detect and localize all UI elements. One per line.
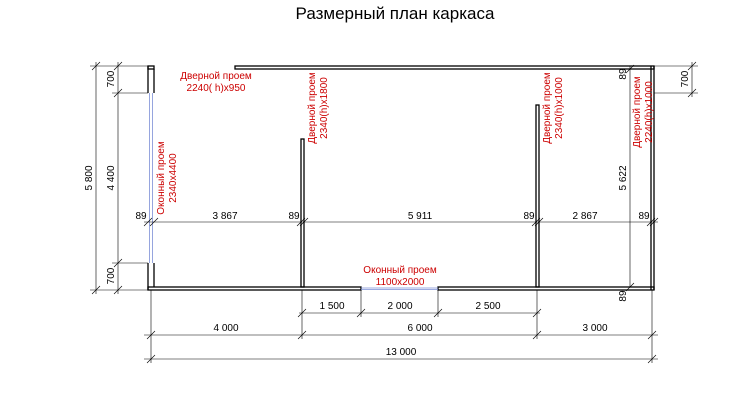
dim-wall-c: 89 [523,211,535,222]
window-bottom-label-line2: 1100x2000 [375,277,425,288]
dim-room-2: 5 911 [407,211,433,222]
dim-axis-3: 3 000 [582,323,608,334]
partition-2 [536,105,539,287]
dim-bottom-seg-1: 1 500 [319,301,345,312]
dim-axis-2: 6 000 [407,323,433,334]
window-left-label-line1: Оконный проем [156,141,167,215]
bottom-window [361,288,438,290]
dimension-lines [90,62,698,363]
partition-1 [301,139,304,287]
dim-room-1: 3 867 [212,211,238,222]
dim-room-3: 2 867 [572,211,598,222]
inner-partitions [301,105,539,287]
door-4-label-line1: Дверной проем [632,76,643,148]
door-3-label-line2: 2340(h)x1000 [554,77,565,139]
bottom-wall-right [438,287,654,290]
door-1-label-line2: 2240( h)x950 [186,83,246,94]
door-2-label-line2: 2340(h)x1800 [319,77,330,139]
dim-wall-bottom: 89 [618,290,629,302]
door-4-label-line2: 2240(h)x1000 [644,81,655,143]
dimension-labels [84,68,691,358]
door-2-label-line1: Дверной проем [307,72,318,144]
window-bottom-label-line1: Оконный проем [363,265,437,276]
dim-right-top: 700 [680,70,691,88]
bottom-wall-left [148,287,361,290]
window-left-label-line2: 2340x4400 [168,153,179,203]
opening-labels [156,71,655,288]
dim-wall-d: 89 [638,211,650,222]
top-wall-main [235,66,654,69]
plan-title: Размерный план каркаса [295,4,495,23]
outer-walls [148,66,654,290]
door-1-label-line1: Дверной проем [180,71,252,82]
dim-left-bottom: 700 [106,267,117,285]
dim-axis-1: 4 000 [213,323,239,334]
dim-right-inner: 5 622 [618,165,629,191]
dim-wall-a: 89 [135,211,147,222]
dim-total-length: 13 000 [385,347,417,358]
dim-total-height: 5 800 [84,165,95,191]
dim-left-middle: 4 400 [106,165,117,191]
dim-bottom-seg-2: 2 000 [387,301,413,312]
dim-left-top: 700 [106,70,117,88]
top-wall-left [148,66,154,69]
dim-wall-top: 89 [618,68,629,80]
left-window [150,93,153,263]
dim-bottom-seg-3: 2 500 [475,301,501,312]
door-3-label-line1: Дверной проем [542,72,553,144]
dim-wall-b: 89 [288,211,300,222]
